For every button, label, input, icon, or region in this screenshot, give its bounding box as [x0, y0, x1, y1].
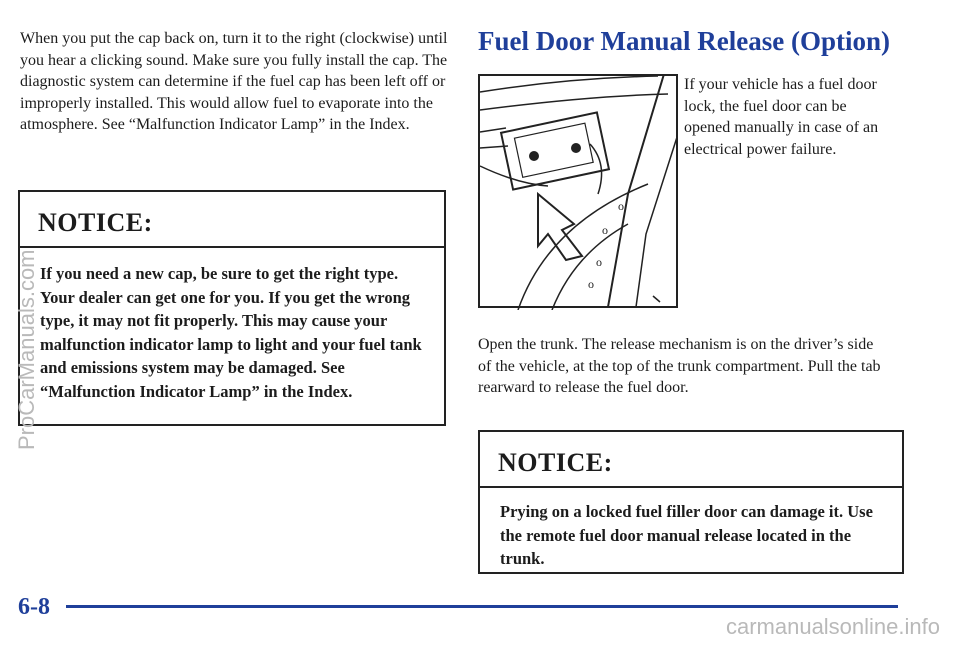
- section-title: Fuel Door Manual Release (Option): [478, 26, 890, 56]
- notice-box-left: [18, 190, 446, 426]
- notice-box-right: [478, 430, 904, 574]
- release-instructions: Open the trunk. The release mechanism is on the driver’s side of the vehicle, at the top of the trunk compartment. Pull the tab rearward to release the fuel door.: [478, 336, 881, 396]
- release-mechanism-drawing: [478, 74, 678, 310]
- notice-title: NOTICE:: [20, 192, 444, 248]
- svg-text:o: o: [602, 223, 608, 237]
- svg-text:o: o: [618, 199, 624, 213]
- fuel-door-lock-text: If your vehicle has a fuel door lock, the fuel door can be opened manually in case of an electrical power failure.: [684, 76, 879, 158]
- page-number: 6-8: [18, 594, 50, 620]
- bottom-watermark: carmanualsonline.info: [725, 614, 940, 639]
- footer-rule: [66, 605, 898, 608]
- notice-title: NOTICE:: [480, 432, 902, 488]
- notice-body: Prying on a locked fuel filler door can damage it. Use the remote fuel door manual release located in the trunk.: [500, 502, 873, 568]
- left-column: [20, 28, 448, 136]
- notice-body: If you need a new cap, be sure to get the right type. Your dealer can get one for you. If you get the wrong type, it may not fit properly. This may cause your malfunction indicator lamp to light and your fuel tank and emissions system may be damaged. See “Malfunction Indicator Lamp” in the Index.: [40, 264, 422, 401]
- svg-text:o: o: [596, 255, 602, 269]
- svg-text:o: o: [588, 277, 594, 291]
- fuel-door-release-illustration: [478, 74, 678, 310]
- side-watermark: ProCarManuals.com: [14, 249, 39, 450]
- fuel-cap-paragraph: When you put the cap back on, turn it to the right (clockwise) until you hear a clicking sound. Make sure you fully install the cap. The diagnostic system can determine if the fuel cap has been left off or improperly installed. This would allow fuel to evaporate into the atmosphere. See “Malfunction Indicator Lamp” in the Index.: [20, 30, 448, 133]
